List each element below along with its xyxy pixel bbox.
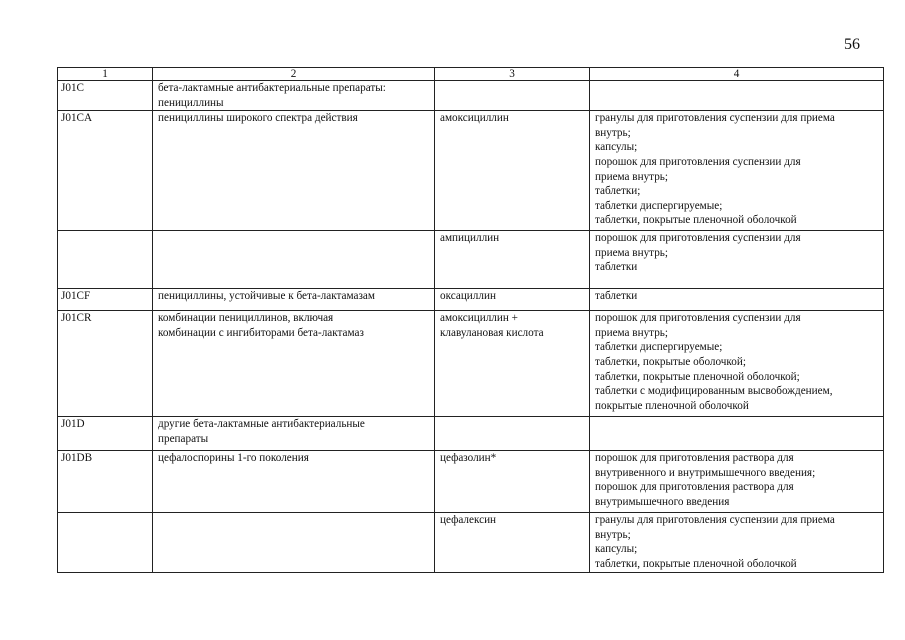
drug-name-cell (435, 231, 590, 289)
drug-name-cell (435, 513, 590, 572)
dosage-forms-cell-line: гранулы для приготовления суспензии для приема (595, 112, 835, 125)
table-row (58, 513, 884, 572)
table-row (58, 81, 884, 111)
dosage-forms-cell-line: таблетки, покрытые оболочкой; (595, 355, 746, 368)
drug-name-cell-line: цефалексин (440, 514, 497, 527)
dosage-forms-cell-line: внутрь; (595, 528, 631, 541)
header-row (58, 68, 884, 81)
dosage-forms-cell-line: капсулы; (595, 543, 638, 556)
dosage-forms-cell-line: порошок для приготовления раствора для (595, 481, 794, 494)
dosage-forms-cell (590, 451, 884, 513)
dosage-forms-cell-line: таблетки диспергируемые; (595, 341, 723, 354)
dosage-forms-cell (590, 289, 884, 311)
drug-name-cell-line: ампициллин (440, 232, 500, 245)
drug-name-cell (435, 289, 590, 311)
dosage-forms-cell-line: таблетки, покрытые пленочной оболочкой (595, 557, 797, 570)
drug-name-cell-line: клавулановая кислота (440, 326, 544, 339)
group-name-cell-line: комбинации пенициллинов, включая (158, 312, 334, 325)
group-name-cell-line: пенициллины широкого спектра действия (158, 112, 358, 125)
drug-name-cell (435, 81, 590, 111)
group-name-cell-line: комбинации с ингибиторами бета-лактамаз (158, 326, 364, 339)
group-name-cell-line: цефалоспорины 1-го поколения (158, 452, 309, 465)
table-row (58, 451, 884, 513)
atc-code-cell: J01D (58, 417, 153, 451)
drug-name-cell-line: амоксициллин (440, 112, 509, 125)
drug-name-cell-line: цефазолин* (440, 452, 497, 465)
atc-code-cell: J01CA (58, 111, 153, 231)
dosage-forms-cell-line: внутримышечного введения (595, 495, 730, 508)
header-col-1: 1 (58, 68, 153, 81)
atc-code-cell: J01DB (58, 451, 153, 513)
dosage-forms-cell-line: порошок для приготовления суспензии для (595, 232, 801, 245)
dosage-forms-cell (590, 311, 884, 417)
drug-name-cell (435, 111, 590, 231)
group-name-cell-line: другие бета-лактамные антибактериальные (158, 418, 365, 431)
dosage-forms-cell-line: приема внутрь; (595, 326, 668, 339)
group-name-cell (153, 231, 435, 289)
dosage-forms-cell-line: таблетки, покрытые пленочной оболочкой (595, 214, 797, 227)
table-row (58, 231, 884, 289)
dosage-forms-cell-line: порошок для приготовления раствора для (595, 452, 794, 465)
atc-code-cell: J01C (58, 81, 153, 111)
group-name-cell (153, 451, 435, 513)
header-col-3: 3 (435, 68, 590, 81)
table-row (58, 311, 884, 417)
dosage-forms-cell-line: таблетки, покрытые пленочной оболочкой; (595, 370, 800, 383)
group-name-cell-line: пенициллины, устойчивые к бета-лактамазам (158, 290, 375, 303)
dosage-forms-cell-line: таблетки с модифицированным высвобождением, (595, 385, 833, 398)
group-name-cell (153, 311, 435, 417)
drug-name-cell (435, 451, 590, 513)
dosage-forms-cell-line: таблетки (595, 290, 638, 303)
group-name-cell (153, 111, 435, 231)
group-name-cell-line: бета-лактамные антибактериальные препараты: (158, 82, 386, 94)
group-name-cell (153, 513, 435, 572)
dosage-forms-cell-line: капсулы; (595, 141, 638, 154)
dosage-forms-cell-line: внутрь; (595, 126, 631, 139)
dosage-forms-cell-line: гранулы для приготовления суспензии для приема (595, 514, 835, 527)
group-name-cell (153, 289, 435, 311)
table-row (58, 289, 884, 311)
dosage-forms-cell-line: приема внутрь; (595, 246, 668, 259)
header-col-4: 4 (590, 68, 884, 81)
atc-code-cell: J01CF (58, 289, 153, 311)
dosage-forms-cell-line: порошок для приготовления суспензии для (595, 312, 801, 325)
group-name-cell-line: препараты (158, 432, 209, 445)
dosage-forms-cell-line: внутривенного и внутримышечного введения; (595, 466, 816, 479)
drug-name-cell (435, 417, 590, 451)
dosage-forms-cell (590, 231, 884, 289)
dosage-forms-cell (590, 81, 884, 111)
group-name-cell (153, 417, 435, 451)
drug-name-cell (435, 311, 590, 417)
drug-name-cell-line: амоксициллин + (440, 312, 518, 325)
atc-code-cell: J01CR (58, 311, 153, 417)
atc-code-cell (58, 513, 153, 572)
table-row (58, 111, 884, 231)
dosage-forms-cell-line: таблетки; (595, 185, 641, 198)
group-name-cell (153, 81, 435, 111)
dosage-forms-cell-line: приема внутрь; (595, 170, 668, 183)
table-row (58, 417, 884, 451)
dosage-forms-cell (590, 513, 884, 572)
header-col-2: 2 (153, 68, 435, 81)
atc-code-cell (58, 231, 153, 289)
dosage-forms-cell-line: порошок для приготовления суспензии для (595, 155, 801, 168)
drug-table (57, 67, 884, 573)
dosage-forms-cell (590, 111, 884, 231)
dosage-forms-cell-line: таблетки (595, 261, 638, 274)
drug-name-cell-line: оксациллин (440, 290, 496, 303)
dosage-forms-cell (590, 417, 884, 451)
dosage-forms-cell-line: таблетки диспергируемые; (595, 199, 723, 212)
dosage-forms-cell-line: покрытые пленочной оболочкой (595, 399, 749, 412)
group-name-cell-line: пенициллины (158, 96, 224, 109)
page-number: 56 (844, 36, 860, 53)
